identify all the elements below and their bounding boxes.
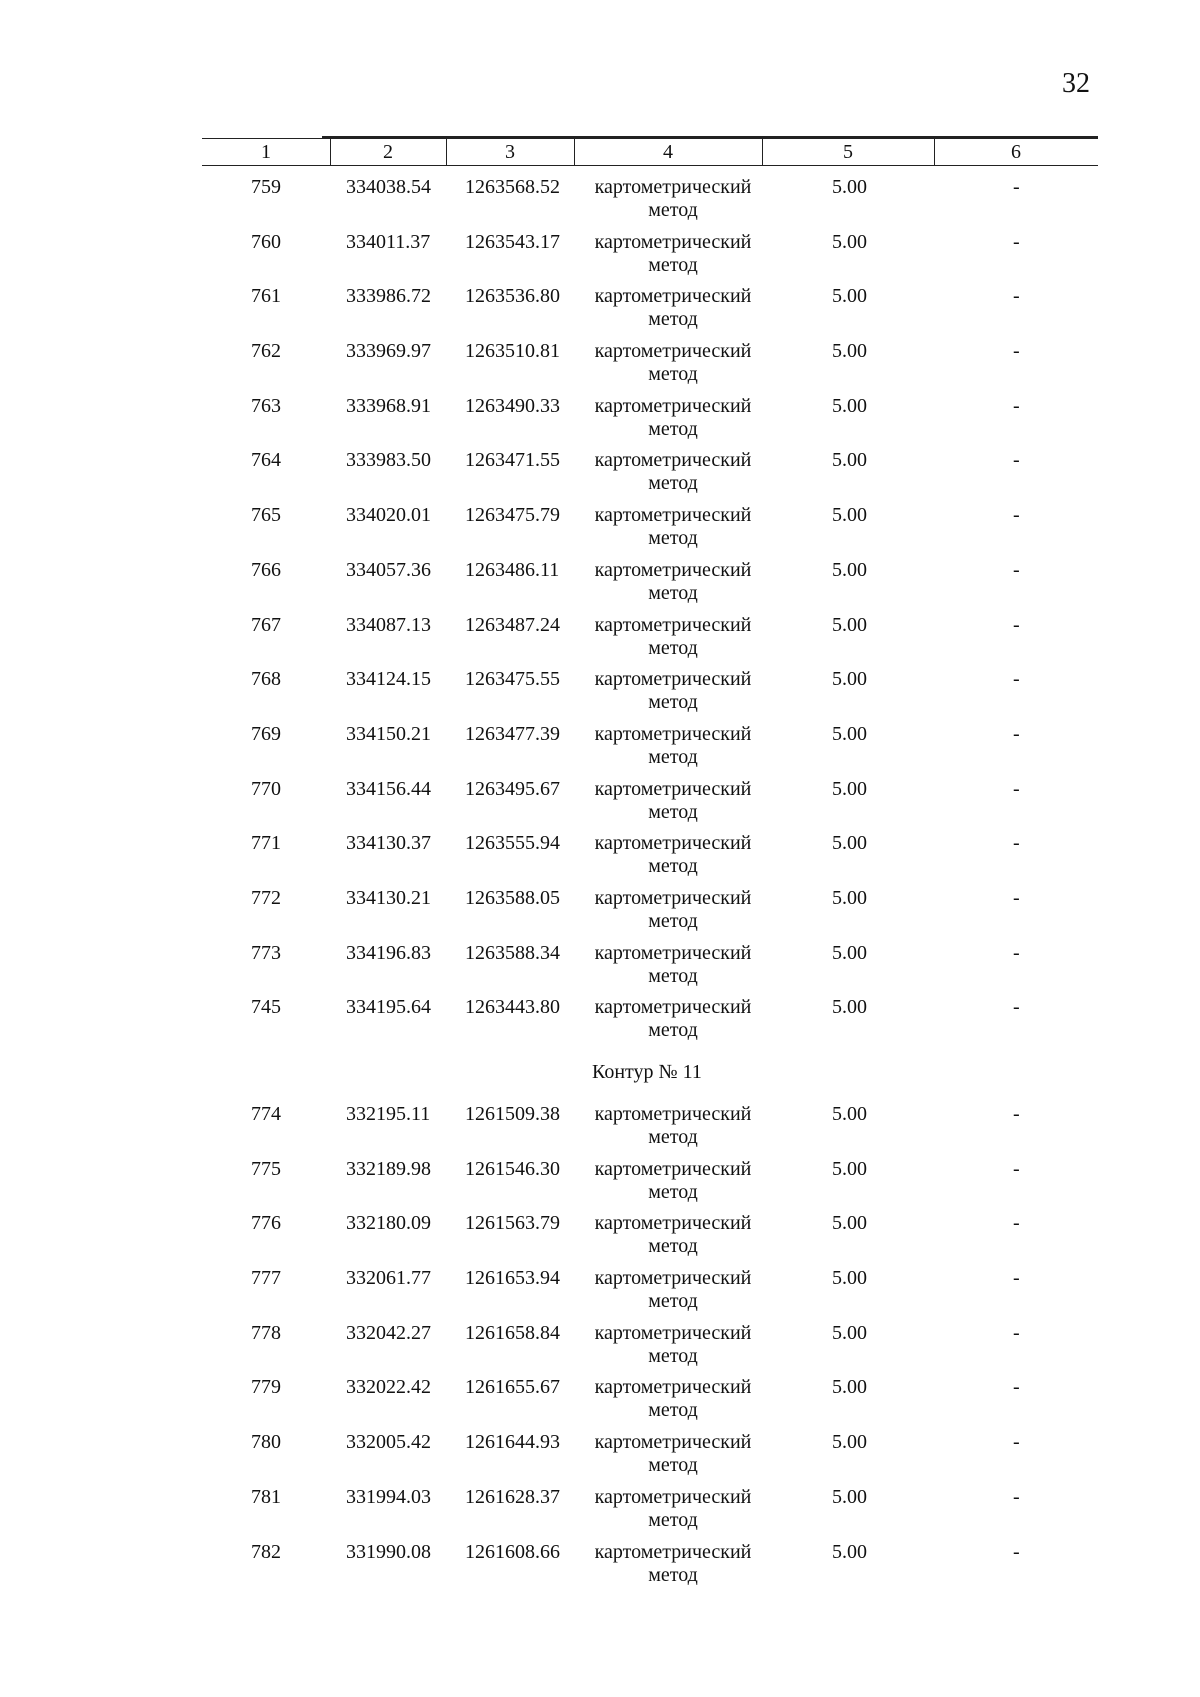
method-cell: картометрический метод — [594, 668, 752, 714]
x-coordinate: 334130.37 — [346, 832, 431, 855]
y-coordinate: 1263471.55 — [465, 449, 560, 472]
point-number: 745 — [251, 996, 281, 1019]
error-value: 5.00 — [832, 1103, 867, 1125]
error-value: 5.00 — [832, 340, 867, 363]
y-coordinate: 1263486.11 — [465, 558, 560, 581]
method-cell: картометрический метод — [594, 394, 752, 440]
error-value: 5.00 — [832, 1376, 867, 1399]
table-row — [0, 176, 1200, 231]
error-value: 5.00 — [832, 1431, 867, 1454]
method-cell: картометрический метод — [594, 1103, 752, 1148]
point-number: 772 — [251, 886, 281, 909]
x-coordinate: 334196.83 — [346, 941, 431, 964]
y-coordinate: 1263588.05 — [465, 886, 560, 909]
note-cell: - — [1013, 668, 1020, 691]
header-col-2: 2 — [383, 140, 393, 163]
table-row — [0, 285, 1200, 340]
note-cell: - — [1013, 722, 1020, 745]
header-col-5: 5 — [843, 140, 853, 163]
point-number: 761 — [251, 285, 281, 308]
method-cell: картометрический метод — [594, 722, 752, 768]
table-row — [0, 723, 1200, 778]
method-cell: картометрический метод — [594, 613, 752, 659]
y-coordinate: 1263475.55 — [465, 668, 560, 691]
method-cell: картометрический метод — [594, 1157, 752, 1203]
x-coordinate: 332022.42 — [346, 1376, 431, 1399]
note-cell: - — [1013, 1540, 1020, 1563]
y-coordinate: 1261608.66 — [465, 1540, 560, 1563]
error-value: 5.00 — [832, 394, 867, 417]
y-coordinate: 1261658.84 — [465, 1321, 560, 1344]
point-number: 770 — [251, 777, 281, 800]
x-coordinate: 334038.54 — [346, 176, 431, 198]
method-cell: картометрический метод — [594, 1321, 752, 1367]
error-value: 5.00 — [832, 1212, 867, 1235]
error-value: 5.00 — [832, 449, 867, 472]
table-row — [0, 340, 1200, 395]
x-coordinate: 332005.42 — [346, 1431, 431, 1454]
point-number: 780 — [251, 1431, 281, 1454]
error-value: 5.00 — [832, 176, 867, 198]
x-coordinate: 331990.08 — [346, 1540, 431, 1563]
method-cell: картометрический метод — [594, 777, 752, 823]
note-cell: - — [1013, 394, 1020, 417]
table-row — [0, 1212, 1200, 1267]
method-cell: картометрический метод — [594, 1212, 752, 1258]
method-cell: картометрический метод — [594, 1540, 752, 1586]
note-cell: - — [1013, 504, 1020, 527]
x-coordinate: 334124.15 — [346, 668, 431, 691]
point-number: 773 — [251, 941, 281, 964]
y-coordinate: 1261509.38 — [465, 1103, 560, 1125]
method-cell: картометрический метод — [594, 558, 752, 604]
point-number: 776 — [251, 1212, 281, 1235]
table-row — [0, 1486, 1200, 1541]
note-cell: - — [1013, 941, 1020, 964]
note-cell: - — [1013, 886, 1020, 909]
point-number: 767 — [251, 613, 281, 636]
y-coordinate: 1263490.33 — [465, 394, 560, 417]
method-cell: картометрический метод — [594, 996, 752, 1042]
point-number: 781 — [251, 1485, 281, 1508]
contour-title: Контур № 11 — [592, 1061, 702, 1083]
table-row — [0, 504, 1200, 559]
error-value: 5.00 — [832, 886, 867, 909]
table-row — [0, 1376, 1200, 1431]
note-cell: - — [1013, 558, 1020, 581]
error-value: 5.00 — [832, 1540, 867, 1563]
method-cell: картометрический метод — [594, 1376, 752, 1422]
table-row — [0, 778, 1200, 833]
note-cell: - — [1013, 832, 1020, 855]
y-coordinate: 1263588.34 — [465, 941, 560, 964]
table-row — [0, 1322, 1200, 1377]
method-cell: картометрический метод — [594, 340, 752, 386]
y-coordinate: 1263475.79 — [465, 504, 560, 527]
method-cell: картометрический метод — [594, 449, 752, 495]
note-cell: - — [1013, 176, 1020, 198]
y-coordinate: 1261653.94 — [465, 1267, 560, 1290]
error-value: 5.00 — [832, 941, 867, 964]
x-coordinate: 334020.01 — [346, 504, 431, 527]
x-coordinate: 333986.72 — [346, 285, 431, 308]
note-cell: - — [1013, 1103, 1020, 1125]
x-coordinate: 334156.44 — [346, 777, 431, 800]
header-col-1: 1 — [261, 140, 271, 163]
y-coordinate: 1263543.17 — [465, 230, 560, 253]
y-coordinate: 1263510.81 — [465, 340, 560, 363]
point-number: 779 — [251, 1376, 281, 1399]
x-coordinate: 332189.98 — [346, 1157, 431, 1180]
x-coordinate: 332061.77 — [346, 1267, 431, 1290]
table-row — [0, 668, 1200, 723]
method-cell: картометрический метод — [594, 832, 752, 878]
rows-group-after — [0, 1103, 1200, 1595]
error-value: 5.00 — [832, 777, 867, 800]
note-cell: - — [1013, 340, 1020, 363]
point-number: 775 — [251, 1157, 281, 1180]
table-row — [0, 614, 1200, 669]
y-coordinate: 1261655.67 — [465, 1376, 560, 1399]
x-coordinate: 332195.11 — [346, 1103, 431, 1125]
header-col-3: 3 — [505, 140, 515, 163]
point-number: 764 — [251, 449, 281, 472]
table-row — [0, 449, 1200, 504]
note-cell: - — [1013, 1321, 1020, 1344]
y-coordinate: 1263487.24 — [465, 613, 560, 636]
error-value: 5.00 — [832, 558, 867, 581]
table-row — [0, 1158, 1200, 1213]
point-number: 768 — [251, 668, 281, 691]
method-cell: картометрический метод — [594, 285, 752, 331]
point-number: 759 — [251, 176, 281, 198]
point-number: 774 — [251, 1103, 281, 1125]
contour-section — [0, 1051, 1200, 1103]
y-coordinate: 1261563.79 — [465, 1212, 560, 1235]
y-coordinate: 1261644.93 — [465, 1431, 560, 1454]
point-number: 766 — [251, 558, 281, 581]
x-coordinate: 334011.37 — [346, 230, 431, 253]
point-number: 762 — [251, 340, 281, 363]
y-coordinate: 1261546.30 — [465, 1157, 560, 1180]
y-coordinate: 1263555.94 — [465, 832, 560, 855]
note-cell: - — [1013, 230, 1020, 253]
header-top-rule — [322, 136, 1098, 138]
note-cell: - — [1013, 1212, 1020, 1235]
method-cell: картометрический метод — [594, 1431, 752, 1477]
x-coordinate: 334057.36 — [346, 558, 431, 581]
error-value: 5.00 — [832, 668, 867, 691]
method-cell: картометрический метод — [594, 886, 752, 932]
error-value: 5.00 — [832, 832, 867, 855]
y-coordinate: 1263536.80 — [465, 285, 560, 308]
point-number: 765 — [251, 504, 281, 527]
note-cell: - — [1013, 1431, 1020, 1454]
method-cell: картометрический метод — [594, 230, 752, 276]
method-cell: картометрический метод — [594, 941, 752, 987]
x-coordinate: 333968.91 — [346, 394, 431, 417]
note-cell: - — [1013, 1157, 1020, 1180]
note-cell: - — [1013, 1485, 1020, 1508]
header-col-4: 4 — [663, 140, 673, 163]
error-value: 5.00 — [832, 613, 867, 636]
x-coordinate: 331994.03 — [346, 1485, 431, 1508]
x-coordinate: 333983.50 — [346, 449, 431, 472]
note-cell: - — [1013, 1376, 1020, 1399]
method-cell: картометрический метод — [594, 176, 752, 221]
note-cell: - — [1013, 285, 1020, 308]
method-cell: картометрический метод — [594, 1267, 752, 1313]
table-row — [0, 996, 1200, 1051]
point-number: 763 — [251, 394, 281, 417]
point-number: 760 — [251, 230, 281, 253]
table-row — [0, 1267, 1200, 1322]
table-header — [202, 138, 1098, 166]
error-value: 5.00 — [832, 722, 867, 745]
x-coordinate: 334130.21 — [346, 886, 431, 909]
table-row — [0, 559, 1200, 614]
note-cell: - — [1013, 996, 1020, 1019]
table-row — [0, 1541, 1200, 1596]
header-col-6: 6 — [1011, 140, 1021, 163]
table-row — [0, 942, 1200, 997]
y-coordinate: 1261628.37 — [465, 1485, 560, 1508]
table-row — [0, 887, 1200, 942]
table-row — [0, 1431, 1200, 1486]
point-number: 778 — [251, 1321, 281, 1344]
x-coordinate: 332042.27 — [346, 1321, 431, 1344]
error-value: 5.00 — [832, 1321, 867, 1344]
y-coordinate: 1263568.52 — [465, 176, 560, 198]
y-coordinate: 1263477.39 — [465, 722, 560, 745]
x-coordinate: 332180.09 — [346, 1212, 431, 1235]
note-cell: - — [1013, 449, 1020, 472]
error-value: 5.00 — [832, 230, 867, 253]
method-cell: картометрический метод — [594, 504, 752, 550]
point-number: 769 — [251, 722, 281, 745]
y-coordinate: 1263495.67 — [465, 777, 560, 800]
point-number: 771 — [251, 832, 281, 855]
error-value: 5.00 — [832, 1485, 867, 1508]
method-cell: картометрический метод — [594, 1485, 752, 1531]
error-value: 5.00 — [832, 285, 867, 308]
table-body — [0, 176, 1200, 1595]
x-coordinate: 334195.64 — [346, 996, 431, 1019]
page-number: 32 — [1062, 68, 1090, 99]
x-coordinate: 334087.13 — [346, 613, 431, 636]
x-coordinate: 333969.97 — [346, 340, 431, 363]
note-cell: - — [1013, 777, 1020, 800]
note-cell: - — [1013, 1267, 1020, 1290]
error-value: 5.00 — [832, 504, 867, 527]
point-number: 777 — [251, 1267, 281, 1290]
error-value: 5.00 — [832, 1267, 867, 1290]
note-cell: - — [1013, 613, 1020, 636]
x-coordinate: 334150.21 — [346, 722, 431, 745]
y-coordinate: 1263443.80 — [465, 996, 560, 1019]
table-row — [0, 832, 1200, 887]
table-row — [0, 1103, 1200, 1158]
error-value: 5.00 — [832, 996, 867, 1019]
table-row — [0, 395, 1200, 450]
table-row — [0, 231, 1200, 286]
point-number: 782 — [251, 1540, 281, 1563]
rows-group-before — [0, 176, 1200, 1051]
error-value: 5.00 — [832, 1157, 867, 1180]
